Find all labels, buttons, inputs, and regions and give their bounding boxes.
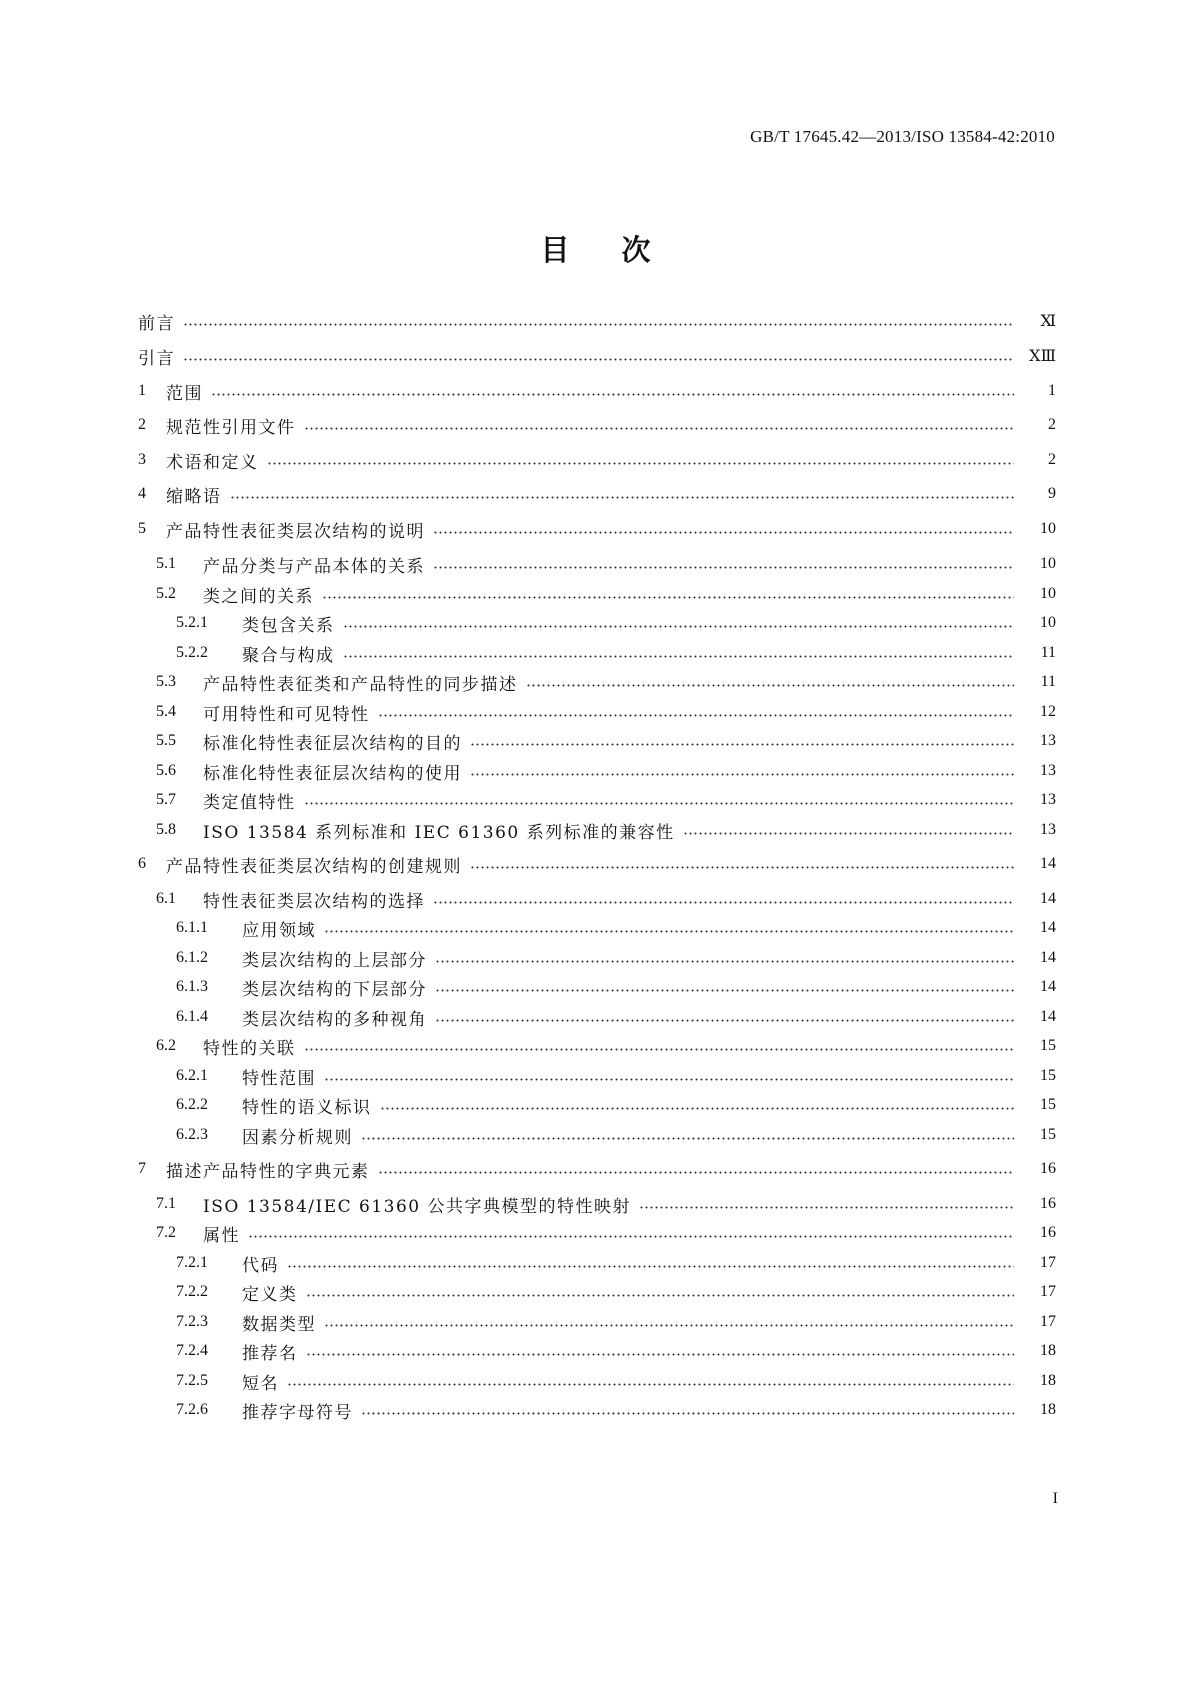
toc-entry-page: 12	[1040, 703, 1056, 720]
toc-entry-number: 7.2.5	[176, 1372, 208, 1389]
toc-entry-title: 引言	[138, 348, 175, 369]
toc-entry-title: 代码	[242, 1255, 279, 1276]
toc-entry-page: 17	[1040, 1313, 1056, 1330]
toc-entry-page: 13	[1040, 732, 1056, 749]
toc-entry-page: 10	[1040, 555, 1056, 572]
toc-entry-page: 18	[1040, 1342, 1056, 1359]
toc-entry-page: 2	[1048, 451, 1056, 468]
dot-leader	[435, 989, 1014, 992]
dot-leader	[183, 358, 1014, 361]
toc-entry-title: 缩略语	[166, 486, 222, 507]
toc-entry-number: 6.2.2	[176, 1096, 208, 1113]
toc-entry[interactable]	[0, 309, 1191, 333]
standard-number-header: GB/T 17645.42—2013/ISO 13584-42:2010	[750, 127, 1055, 146]
toc-entry-title: 特性的关联	[203, 1038, 296, 1059]
toc-entry[interactable]	[0, 1192, 1191, 1216]
toc-entry[interactable]	[0, 517, 1191, 541]
toc-entry-number: 6.1	[156, 890, 176, 907]
toc-entry-page: 14	[1040, 919, 1056, 936]
toc-entry[interactable]	[0, 788, 1191, 812]
toc-entry-page: 18	[1040, 1372, 1056, 1389]
toc-entry[interactable]	[0, 552, 1191, 576]
toc-entry-number: 5.2.2	[176, 644, 208, 661]
dot-leader	[230, 496, 1015, 499]
dot-leader	[322, 596, 1014, 599]
toc-entry-number: 6.1.2	[176, 949, 208, 966]
toc-entry-number: 5.2.1	[176, 614, 208, 631]
toc-entry[interactable]	[0, 1123, 1191, 1147]
toc-entry[interactable]	[0, 344, 1191, 368]
toc-entry-number: 6	[138, 855, 146, 872]
dot-leader	[324, 1078, 1014, 1081]
dot-leader	[211, 393, 1014, 396]
toc-entry-title: 特性范围	[242, 1068, 316, 1089]
toc-entry-page: 10	[1040, 520, 1056, 537]
toc-entry[interactable]	[0, 1369, 1191, 1393]
toc-entry-number: 5.1	[156, 555, 176, 572]
toc-entry[interactable]	[0, 1280, 1191, 1304]
dot-leader	[470, 743, 1014, 746]
dot-leader	[267, 462, 1015, 465]
toc-entry-title: 类层次结构的下层部分	[242, 979, 427, 1000]
toc-entry-page: 10	[1040, 614, 1056, 631]
toc-entry-number: 7.2	[156, 1224, 176, 1241]
toc-entry-number: 3	[138, 451, 146, 468]
dot-leader	[248, 1235, 1014, 1238]
dot-leader	[304, 427, 1015, 430]
toc-entry[interactable]	[0, 582, 1191, 606]
toc-entry-page: 16	[1040, 1160, 1056, 1177]
dot-leader	[361, 1412, 1014, 1415]
dot-leader	[306, 1353, 1015, 1356]
toc-entry[interactable]	[0, 1064, 1191, 1088]
toc-entry-title: 类包含关系	[242, 615, 335, 636]
toc-entry-title: 特性表征类层次结构的选择	[203, 891, 425, 912]
toc-entry-number: 5.2	[156, 585, 176, 602]
toc-entry-title: 标准化特性表征层次结构的目的	[203, 733, 462, 754]
toc-entry-number: 2	[138, 416, 146, 433]
toc-entry[interactable]	[0, 1310, 1191, 1334]
toc-entry-title: 类定值特性	[203, 792, 296, 813]
dot-leader	[433, 901, 1014, 904]
toc-entry-title: 产品特性表征类和产品特性的同步描述	[203, 674, 518, 695]
toc-entry-number: 5.3	[156, 673, 176, 690]
toc-entry-page: 14	[1040, 1008, 1056, 1025]
dot-leader	[306, 1294, 1015, 1297]
toc-entry-title: 类层次结构的多种视角	[242, 1009, 427, 1030]
toc-entry-number: 6.1.3	[176, 978, 208, 995]
toc-entry-title: 数据类型	[242, 1314, 316, 1335]
toc-entry-number: 6.1.1	[176, 919, 208, 936]
dot-leader	[343, 655, 1015, 658]
toc-entry[interactable]	[0, 448, 1191, 472]
toc-entry-title: ISO 13584 系列标准和 IEC 61360 系列标准的兼容性	[203, 822, 675, 843]
toc-entry-page: 14	[1040, 949, 1056, 966]
toc-entry-title: 特性的语义标识	[242, 1097, 372, 1118]
toc-entry-number: 5.7	[156, 791, 176, 808]
toc-entry[interactable]	[0, 611, 1191, 635]
dot-leader	[526, 684, 1015, 687]
toc-entry-page: 10	[1040, 585, 1056, 602]
toc-entry-title: 产品特性表征类层次结构的说明	[166, 521, 425, 542]
toc-entry-number: 5.6	[156, 762, 176, 779]
toc-entry-page: 18	[1040, 1401, 1056, 1418]
toc-entry-number: 7.2.6	[176, 1401, 208, 1418]
dot-leader	[378, 714, 1015, 717]
toc-entry[interactable]	[0, 670, 1191, 694]
toc-entry-number: 7.2.2	[176, 1283, 208, 1300]
toc-entry-title: 范围	[166, 383, 203, 404]
toc-entry[interactable]	[0, 1034, 1191, 1058]
toc-entry-title: 类之间的关系	[203, 586, 314, 607]
toc-entry[interactable]	[0, 1251, 1191, 1275]
toc-entry-title: 推荐字母符号	[242, 1402, 353, 1423]
toc-entry-page: 11	[1040, 644, 1056, 661]
toc-entry-page: 15	[1040, 1096, 1056, 1113]
toc-entry-page: 2	[1048, 416, 1056, 433]
toc-entry-number: 6.1.4	[176, 1008, 208, 1025]
toc-entry[interactable]	[0, 1157, 1191, 1181]
toc-entry[interactable]	[0, 887, 1191, 911]
toc-entry[interactable]	[0, 1398, 1191, 1422]
toc-entry[interactable]	[0, 700, 1191, 724]
toc-entry-title: 规范性引用文件	[166, 417, 296, 438]
dot-leader	[287, 1265, 1014, 1268]
toc-entry-page: 15	[1040, 1037, 1056, 1054]
toc-entry[interactable]	[0, 379, 1191, 403]
toc-entry-page: 16	[1040, 1224, 1056, 1241]
dot-leader	[361, 1137, 1014, 1140]
toc-entry-page: 17	[1040, 1254, 1056, 1271]
toc-entry-number: 7.2.1	[176, 1254, 208, 1271]
toc-entry-number: 6.2.1	[176, 1067, 208, 1084]
toc-entry-number: 5	[138, 520, 146, 537]
toc-entry-number: 5.5	[156, 732, 176, 749]
toc-entry-page: 9	[1048, 485, 1056, 502]
toc-entry[interactable]	[0, 482, 1191, 506]
dot-leader	[304, 1048, 1015, 1051]
dot-leader	[183, 323, 1014, 326]
dot-leader	[435, 1019, 1014, 1022]
dot-leader	[324, 1324, 1014, 1327]
dot-leader	[639, 1206, 1014, 1209]
toc-entry[interactable]	[0, 1093, 1191, 1117]
dot-leader	[435, 960, 1014, 963]
page-title: 目次	[540, 233, 703, 267]
dot-leader	[343, 625, 1015, 628]
dot-leader	[433, 566, 1014, 569]
toc-entry-title: 短名	[242, 1373, 279, 1394]
toc-entry-page: 13	[1040, 821, 1056, 838]
toc-entry-title: 可用特性和可见特性	[203, 704, 370, 725]
toc-entry-page: 14	[1040, 855, 1056, 872]
toc-entry-page: Ⅺ	[1040, 313, 1056, 330]
toc-entry-title: 因素分析规则	[242, 1127, 353, 1148]
toc-entry-page: 1	[1048, 382, 1056, 399]
toc-entry[interactable]	[0, 852, 1191, 876]
dot-leader	[304, 802, 1015, 805]
dot-leader	[470, 773, 1014, 776]
toc-entry[interactable]	[0, 1221, 1191, 1245]
dot-leader	[380, 1107, 1015, 1110]
toc-entry-number: 1	[138, 382, 146, 399]
toc-entry-title: 定义类	[242, 1284, 298, 1305]
toc-entry-title: 聚合与构成	[242, 645, 335, 666]
toc-entry-title: 术语和定义	[166, 452, 259, 473]
toc-entry-page: 14	[1040, 890, 1056, 907]
toc-entry-title: 属性	[203, 1225, 240, 1246]
toc-entry-title: 产品分类与产品本体的关系	[203, 556, 425, 577]
toc-entry[interactable]	[0, 946, 1191, 970]
toc-entry-number: 5.4	[156, 703, 176, 720]
toc-entry-title: 产品特性表征类层次结构的创建规则	[166, 856, 462, 877]
toc-entry-number: 5.8	[156, 821, 176, 838]
toc-entry[interactable]	[0, 916, 1191, 940]
toc-entry[interactable]	[0, 1005, 1191, 1029]
toc-entry[interactable]	[0, 641, 1191, 665]
toc-entry-number: 7.2.3	[176, 1313, 208, 1330]
toc-entry[interactable]	[0, 975, 1191, 999]
toc-entry-page: 14	[1040, 978, 1056, 995]
toc-entry-number: 7.1	[156, 1195, 176, 1212]
toc-entry[interactable]	[0, 413, 1191, 437]
toc-entry-number: 6.2	[156, 1037, 176, 1054]
toc-entry-title: 应用领域	[242, 920, 316, 941]
toc-entry-page: 17	[1040, 1283, 1056, 1300]
toc-entry-page: ⅩⅢ	[1029, 348, 1056, 365]
toc-entry[interactable]	[0, 818, 1191, 842]
toc-entry-title: ISO 13584/IEC 61360 公共字典模型的特性映射	[203, 1196, 632, 1217]
dot-leader	[683, 832, 1014, 835]
toc-entry-title: 标准化特性表征层次结构的使用	[203, 763, 462, 784]
dot-leader	[324, 930, 1014, 933]
dot-leader	[287, 1383, 1014, 1386]
toc-entry-page: 15	[1040, 1067, 1056, 1084]
toc-entry-page: 13	[1040, 762, 1056, 779]
toc-entry[interactable]	[0, 759, 1191, 783]
dot-leader	[378, 1171, 1015, 1174]
toc-entry-page: 15	[1040, 1126, 1056, 1143]
toc-entry-title: 类层次结构的上层部分	[242, 950, 427, 971]
toc-entry[interactable]	[0, 1339, 1191, 1363]
toc-entry-page: 11	[1040, 673, 1056, 690]
toc-entry-title: 描述产品特性的字典元素	[166, 1161, 370, 1182]
toc-entry-number: 4	[138, 485, 146, 502]
toc-entry-number: 6.2.3	[176, 1126, 208, 1143]
toc-entry-number: 7	[138, 1160, 146, 1177]
toc-entry-page: 13	[1040, 791, 1056, 808]
dot-leader	[433, 531, 1014, 534]
toc-entry[interactable]	[0, 729, 1191, 753]
dot-leader	[470, 866, 1014, 869]
toc-entry-title: 前言	[138, 313, 175, 334]
toc-entry-title: 推荐名	[242, 1343, 298, 1364]
page-number: I	[1052, 1490, 1058, 1507]
toc-entry-number: 7.2.4	[176, 1342, 208, 1359]
toc-entry-page: 16	[1040, 1195, 1056, 1212]
